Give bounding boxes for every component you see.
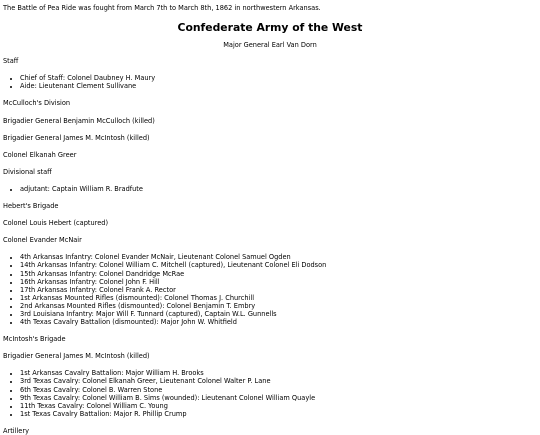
divisional-staff-list xyxy=(3,185,537,193)
brigade-units-list xyxy=(3,369,537,418)
brigade-units-list xyxy=(3,253,537,326)
artillery-heading: Artillery xyxy=(3,426,29,435)
division-commander: Brigadier General James M. McIntosh (killed) xyxy=(3,133,150,142)
list-item: • 15th Arkansas Infantry: Colonel Dandridge McRae xyxy=(20,270,537,278)
list-item: • 2nd Arkansas Mounted Rifles (dismounted): Colonel Benjamin T. Embry xyxy=(20,302,537,310)
army-commander: Major General Earl Van Dorn xyxy=(223,41,317,50)
brigade-commander: Brigadier General James M. McIntosh (killed) xyxy=(3,352,150,361)
list-item: • 17th Arkansas Infantry: Colonel Frank A. Rector xyxy=(20,286,537,294)
page-title: Confederate Army of the West xyxy=(177,21,363,35)
list-item: • Aide: Lieutenant Clement Sullivane xyxy=(20,82,537,90)
division-commander: Colonel Elkanah Greer xyxy=(3,150,77,159)
list-item: • 4th Texas Cavalry Battalion (dismounted): Major John W. Whitfield xyxy=(20,318,537,326)
brigade-heading: Hebert's Brigade xyxy=(3,202,59,211)
list-item: • 6th Texas Cavalry: Colonel B. Warren Stone xyxy=(20,386,537,394)
brigade-heading: McIntosh's Brigade xyxy=(3,335,66,344)
brigade-commander: Colonel Evander McNair xyxy=(3,236,82,245)
division-commander: Brigadier General Benjamin McCulloch (killed) xyxy=(3,116,155,125)
list-item: • 16th Arkansas Infantry: Colonel John F. Hill xyxy=(20,278,537,286)
list-item: • 3rd Texas Cavalry: Colonel Elkanah Greer, Lieutenant Colonel Walter P. Lane xyxy=(20,377,537,385)
staff-list xyxy=(3,74,537,90)
list-item: • 9th Texas Cavalry: Colonel William B. Sims (wounded): Lieutenant Colonel William Quayle xyxy=(20,394,537,402)
list-item: • 1st Arkansas Mounted Rifles (dismounted): Colonel Thomas J. Churchill xyxy=(20,294,537,302)
list-item: • 1st Arkansas Cavalry Battalion: Major William H. Brooks xyxy=(20,369,537,377)
staff-heading: Staff xyxy=(3,57,19,66)
list-item: • 14th Arkansas Infantry: Colonel William C. Mitchell (captured), Lieutenant Colonel Eli Dodson xyxy=(20,261,537,269)
brigade-commander: Colonel Louis Hebert (captured) xyxy=(3,219,109,228)
list-item: • 1st Texas Cavalry Battalion: Major R. Phillip Crump xyxy=(20,410,537,418)
list-item: • 3rd Louisiana Infantry: Major Will F. Tunnard (captured), Captain W.L. Gunnells xyxy=(20,310,537,318)
intro-text: The Battle of Pea Ride was fought from March 7th to March 8th, 1862 in northwestern Arkansas. xyxy=(3,4,321,12)
list-item: • adjutant: Captain William R. Bradfute xyxy=(20,185,537,193)
list-item: • 4th Arkansas Infantry: Colonel Evander McNair, Lieutenant Colonel Samuel Ogden xyxy=(20,253,537,261)
list-item: • Chief of Staff: Colonel Daubney H. Maury xyxy=(20,74,537,82)
division-heading: McCulloch's Division xyxy=(3,99,71,108)
list-item: • 11th Texas Cavalry: Colonel William C. Young xyxy=(20,402,537,410)
divisional-staff-heading: Divisional staff xyxy=(3,167,52,176)
